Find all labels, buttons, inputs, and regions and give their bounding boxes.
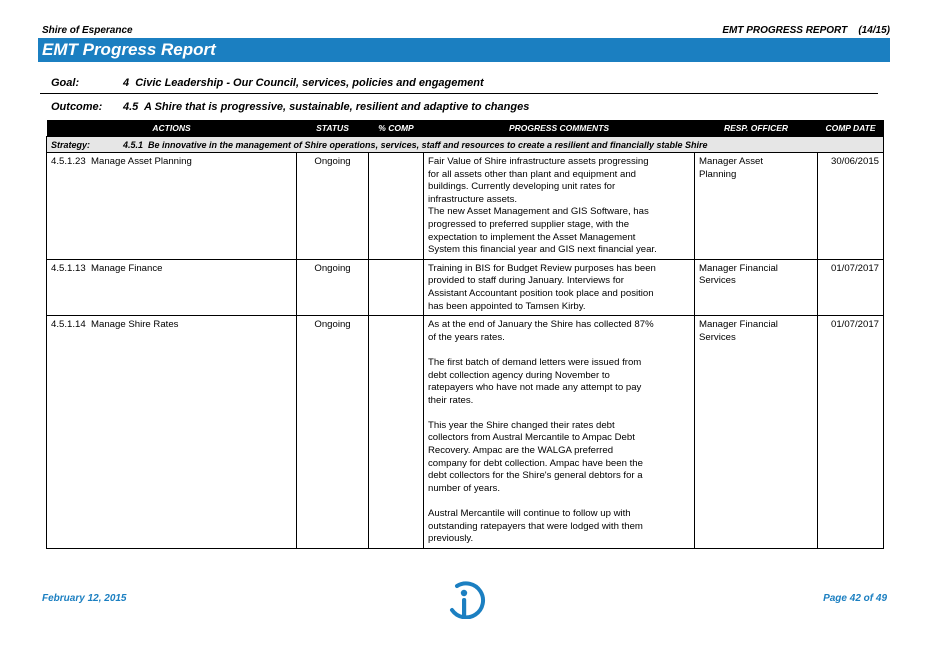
header-date: COMP DATE <box>818 120 884 137</box>
officer-line: Planning <box>699 168 737 180</box>
info-i-logo-icon <box>443 577 489 619</box>
officer-line: Services <box>699 275 736 287</box>
comment-line: Fair Value of Shire infrastructure assets progressing <box>428 156 649 167</box>
comment-line: The first batch of demand letters were issued from <box>428 356 642 368</box>
comment-line: outstanding ratepayers that were lodged with them <box>428 520 643 532</box>
officer-line: Manager Asset <box>699 156 763 167</box>
responsible-officer-cell <box>695 153 818 260</box>
comment-line: has been appointed to Tamsen Kirby. <box>428 300 586 312</box>
header-actions: ACTIONS <box>47 120 297 137</box>
responsible-officer-cell <box>695 316 818 549</box>
comment-line: The new Asset Management and GIS Software, has <box>428 206 649 218</box>
action-cell: 4.5.1.14 Manage Shire Rates <box>47 316 297 549</box>
comment-line: This year the Shire changed their rates debt <box>428 419 615 431</box>
completion-date-cell: 01/07/2017 <box>818 259 884 315</box>
comment-line: collectors from Austral Mercantile to Ampac Debt <box>428 432 635 444</box>
comment-line: As at the end of January the Shire has collected 87% <box>428 319 654 331</box>
completion-date-cell: 01/07/2017 <box>818 316 884 549</box>
outcome-label: Outcome: <box>51 101 103 113</box>
report-name: EMT PROGRESS REPORT <box>722 25 848 36</box>
banner-title: EMT Progress Report <box>42 40 216 59</box>
comment-line <box>428 407 690 420</box>
goal-text: 4 Civic Leadership - Our Council, services, policies and engagement <box>123 77 484 89</box>
completion-date-cell: 30/06/2015 <box>818 153 884 260</box>
comment-line: buildings. Currently developing unit rates for <box>428 181 616 193</box>
header-comp: % COMP <box>369 120 424 137</box>
comment-line: of the years rates. <box>428 331 505 343</box>
responsible-officer-cell <box>695 259 818 315</box>
title-banner <box>38 38 890 62</box>
strategy-cell <box>47 137 884 153</box>
action-cell: 4.5.1.13 Manage Finance <box>47 259 297 315</box>
comment-line: their rates. <box>428 394 474 406</box>
comment-line: debt collection agency during November to <box>428 369 610 381</box>
table-row <box>47 153 884 260</box>
action-cell: 4.5.1.23 Manage Asset Planning <box>47 153 297 260</box>
comment-line: for all assets other than plant and equipment and <box>428 168 637 180</box>
comment-line: Assistant Accountant position took place and position <box>428 287 654 299</box>
strategy-text: 4.5.1 Be innovative in the management of Shire operations, services, staff and resources to create a resilient and financially stable Shire <box>123 139 708 150</box>
comment-line: number of years. <box>428 482 500 494</box>
report-section-number: (14/15) <box>858 25 890 36</box>
comment-line: progressed to preferred supplier stage, with the <box>428 218 630 230</box>
progress-comments-cell <box>424 316 695 549</box>
officer-line: Manager Financial <box>699 262 778 274</box>
table-row <box>47 259 884 315</box>
report-section <box>722 25 890 36</box>
comment-line: ratepayers who have not made any attempt to pay <box>428 382 642 394</box>
percent-complete-cell <box>369 259 424 315</box>
strategy-label: Strategy: <box>51 139 91 150</box>
header-officer: RESP. OFFICER <box>695 120 818 137</box>
progress-comments-cell <box>424 259 695 315</box>
comment-line: Recovery. Ampac are the WALGA preferred <box>428 445 614 457</box>
comment-line: debt collectors for the Shire's general debtors for a <box>428 470 643 482</box>
table-header-row <box>47 120 884 137</box>
comment-line: System this financial year and GIS next financial year. <box>428 244 657 256</box>
table-row <box>47 316 884 549</box>
progress-comments-cell <box>424 153 695 260</box>
comment-line: Austral Mercantile will continue to follow up with <box>428 508 631 520</box>
outcome-text: 4.5 A Shire that is progressive, sustainable, resilient and adaptive to changes <box>123 101 530 113</box>
footer-page-number: Page 42 of 49 <box>823 593 887 604</box>
percent-complete-cell <box>369 153 424 260</box>
comment-line: expectation to implement the Asset Management <box>428 231 636 243</box>
footer-date: February 12, 2015 <box>42 593 127 604</box>
strategy-row <box>47 137 884 153</box>
officer-line: Services <box>699 331 736 343</box>
goal-divider <box>40 93 878 94</box>
officer-line: Manager Financial <box>699 319 778 331</box>
status-cell: Ongoing <box>297 259 369 315</box>
percent-complete-cell <box>369 316 424 549</box>
status-cell: Ongoing <box>297 316 369 549</box>
header-comments: PROGRESS COMMENTS <box>424 120 695 137</box>
status-cell: Ongoing <box>297 153 369 260</box>
comment-line: previously. <box>428 533 474 545</box>
goal-label: Goal: <box>51 77 80 89</box>
comment-line <box>428 344 690 357</box>
comment-line: Training in BIS for Budget Review purposes has been <box>428 262 656 274</box>
actions-table <box>46 120 884 549</box>
comment-line: company for debt collection. Ampac have been the <box>428 457 643 469</box>
comment-line <box>428 495 690 508</box>
comment-line: infrastructure assets. <box>428 193 518 205</box>
comment-line: provided to staff during January. Interviews for <box>428 275 624 287</box>
org-name: Shire of Esperance <box>42 25 133 36</box>
header-status: STATUS <box>297 120 369 137</box>
